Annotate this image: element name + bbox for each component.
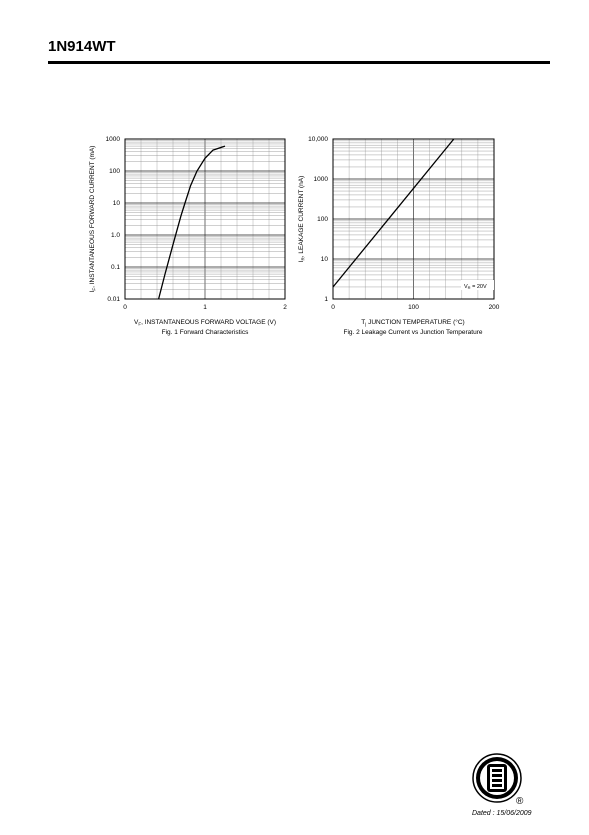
chart-2-x-axis-label: $T_j$ JUNCTION TEMPERATURE (°C) [361,319,465,327]
chart-2-y-tick-label: 10 [320,256,328,263]
chart-1-series-line [159,146,225,299]
company-logo [472,753,532,814]
page-title: 1N914WT [48,38,116,55]
registered-mark: ® [516,796,524,807]
chart-2-x-tick-label: 200 [488,304,500,311]
logo-seal-icon [472,753,532,809]
chart-1-x-tick-label: 2 [283,304,287,311]
chart-2-caption: Fig. 2 Leakage Current vs Junction Temperature [343,329,483,336]
chart-1-caption: Fig. 1 Forward Characteristics [161,329,249,336]
chart-2-y-tick-label: 10,000 [308,136,328,143]
dated-text: Dated : 15/06/2009 [472,810,532,817]
chart-1-x-tick-label: 0 [123,304,127,311]
chart-2-y-tick-label: 1 [324,296,328,303]
chart-leakage-current [298,136,500,336]
chart-2-x-tick-label: 0 [331,304,335,311]
chart-2-series-line [333,139,454,287]
chart-forward-characteristics [89,136,287,336]
chart-1-y-tick-label: 0.1 [110,264,120,271]
chart-1-x-tick-label: 1 [203,304,207,311]
chart-2-y-tick-label: 1000 [313,176,328,183]
chart-2-annotation: $V_R = 20V$ [464,284,487,291]
chart-1-y-tick-label: 10 [112,200,120,207]
chart-1-y-tick-label: 100 [109,168,120,175]
chart-1-y-tick-label: 1.0 [110,232,120,239]
chart-2-x-tick-label: 100 [408,304,419,311]
chart-2-y-tick-label: 100 [317,216,328,223]
chart-1-y-tick-label: 0.01 [107,296,120,303]
chart-1-y-axis-label: $I_F$, INSTANTANEOUS FORWARD CURRENT (mA) [89,145,97,293]
chart-2-y-axis-label: $I_R$, LEAKAGE CURRENT (nA) [298,175,306,263]
chart-1-x-axis-label: $V_F$, INSTANTANEOUS FORWARD VOLTAGE (V) [133,319,277,327]
chart-1-y-tick-label: 1000 [105,136,120,143]
